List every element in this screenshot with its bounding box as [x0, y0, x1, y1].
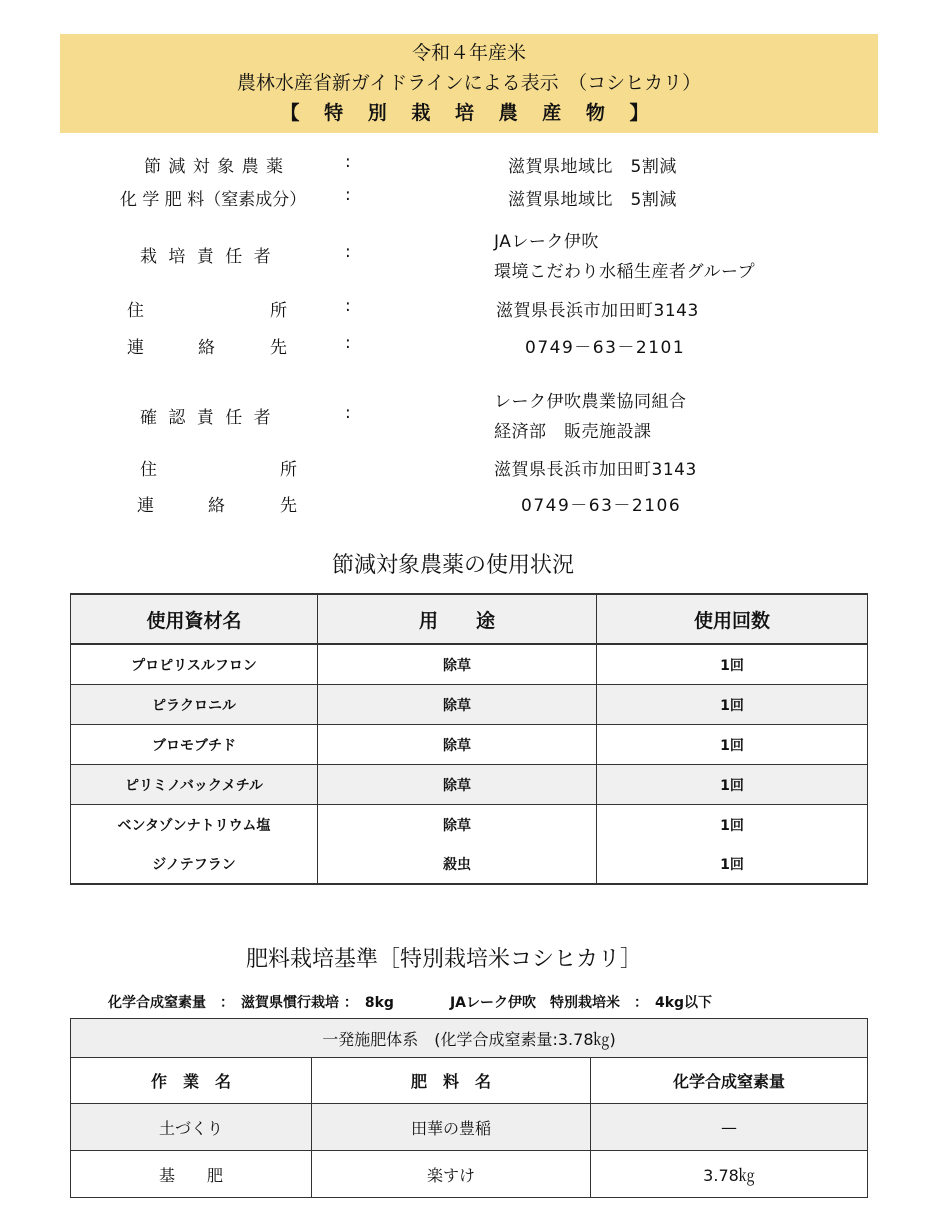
task-cell: 基 肥 — [71, 1151, 312, 1198]
confirmer-name-2: 経済部 販売施設課 — [494, 422, 652, 442]
material-cell: ブロモブチド — [71, 725, 318, 765]
count-cell: 1回 — [597, 844, 868, 884]
material-cell: ベンタゾンナトリウム塩 — [71, 805, 318, 845]
table-row — [71, 1104, 868, 1151]
table-row — [71, 765, 868, 805]
task-cell: 土づくり — [71, 1104, 312, 1151]
fertilizer-table-header — [71, 1058, 868, 1104]
table-row — [71, 725, 868, 765]
confirmer-name-1: レーク伊吹農業協同組合 — [494, 392, 687, 412]
fertilizer-label: 化 学 肥 料（窒素成分） — [120, 190, 307, 210]
grower-contact-label-b: 絡 — [198, 338, 215, 358]
fertilizer-section-title: 肥料栽培基準［特別栽培米コシヒカリ］ — [246, 947, 643, 972]
material-cell: ジノテフラン — [71, 844, 318, 884]
fertilizer-cell: 楽すけ — [312, 1151, 591, 1198]
fertilizer-cell: 田華の豊稲 — [312, 1104, 591, 1151]
grower-label: 栽 培 責 任 者 — [140, 247, 274, 267]
nitrogen-cell: 3.78㎏ — [591, 1151, 868, 1198]
nitrogen-cell: — — [591, 1104, 868, 1151]
material-cell: プロピリスルフロン — [71, 644, 318, 685]
purpose-cell: 除草 — [318, 644, 597, 685]
banner-year: 令和４年産米 — [411, 42, 526, 64]
confirmer-contact-label-c: 先 — [280, 496, 297, 516]
confirmer-label: 確 認 責 任 者 — [140, 408, 274, 428]
pesticide-usage-table — [70, 593, 868, 885]
table-row — [71, 844, 868, 884]
grower-name-1: JAレーク伊吹 — [494, 232, 599, 252]
purpose-cell: 除草 — [318, 725, 597, 765]
banner-guideline: 農林水産省新ガイドラインによる表示 （コシヒカリ） — [236, 72, 702, 94]
fertilizer-value: 滋賀県地域比 5割減 — [508, 190, 677, 210]
grower-contact-label-a: 連 — [127, 338, 144, 358]
grower-address: 滋賀県長浜市加田町3143 — [496, 301, 699, 321]
grower-contact-label-c: 先 — [270, 338, 287, 358]
confirmer-colon: : — [345, 403, 351, 423]
header-material: 使用資材名 — [71, 594, 318, 644]
banner-category: 【 特 別 栽 培 農 産 物 】 — [280, 102, 658, 124]
confirmer-address: 滋賀県長浜市加田町3143 — [494, 460, 697, 480]
header-banner — [60, 34, 878, 133]
fertilizer-standard-table — [70, 1018, 868, 1198]
purpose-cell: 除草 — [318, 765, 597, 805]
confirmer-phone: 0749－63－2106 — [521, 496, 682, 516]
table-row — [71, 1151, 868, 1198]
table-row — [71, 685, 868, 725]
count-cell: 1回 — [597, 725, 868, 765]
grower-colon: : — [345, 242, 351, 262]
pesticide-section-title: 節減対象農薬の使用状況 — [332, 553, 575, 578]
purpose-cell: 除草 — [318, 685, 597, 725]
grower-address-colon: : — [345, 296, 351, 316]
purpose-cell: 殺虫 — [318, 844, 597, 884]
fertilizer-system-row — [71, 1019, 868, 1058]
fertilizer-system-header: 一発施肥体系 (化学合成窒素量:3.78㎏) — [71, 1019, 868, 1058]
count-cell: 1回 — [597, 805, 868, 845]
material-cell: ピリミノバックメチル — [71, 765, 318, 805]
pesticide-value: 滋賀県地域比 5割減 — [508, 157, 677, 177]
header-fertilizer: 肥 料 名 — [312, 1058, 591, 1104]
grower-name-2: 環境こだわり水稲生産者グループ — [494, 262, 756, 282]
table-row — [71, 805, 868, 845]
purpose-cell: 除草 — [318, 805, 597, 845]
grower-contact-colon: : — [345, 333, 351, 353]
grower-address-label-a: 住 — [127, 301, 144, 321]
confirmer-contact-label-b: 絡 — [208, 496, 225, 516]
fertilizer-colon: : — [345, 185, 351, 205]
grower-address-label-b: 所 — [270, 301, 287, 321]
header-purpose: 用 途 — [318, 594, 597, 644]
confirmer-address-label-b: 所 — [280, 460, 297, 480]
nitrogen-summary: 化学合成窒素量 ： 滋賀県慣行栽培 ： 8kg JAレーク伊吹 特別栽培米 ： 4kg以下 — [108, 995, 713, 1011]
pesticide-table-header — [71, 594, 868, 644]
confirmer-address-label-a: 住 — [140, 460, 157, 480]
pesticide-colon: : — [345, 152, 351, 172]
confirmer-contact-label-a: 連 — [137, 496, 154, 516]
header-task: 作 業 名 — [71, 1058, 312, 1104]
pesticide-label: 節 減 対 象 農 薬 — [144, 157, 285, 177]
material-cell: ピラクロニル — [71, 685, 318, 725]
count-cell: 1回 — [597, 685, 868, 725]
header-nitrogen: 化学合成窒素量 — [591, 1058, 868, 1104]
header-count: 使用回数 — [597, 594, 868, 644]
count-cell: 1回 — [597, 765, 868, 805]
table-row — [71, 644, 868, 685]
count-cell: 1回 — [597, 644, 868, 685]
grower-phone: 0749－63－2101 — [525, 338, 686, 358]
